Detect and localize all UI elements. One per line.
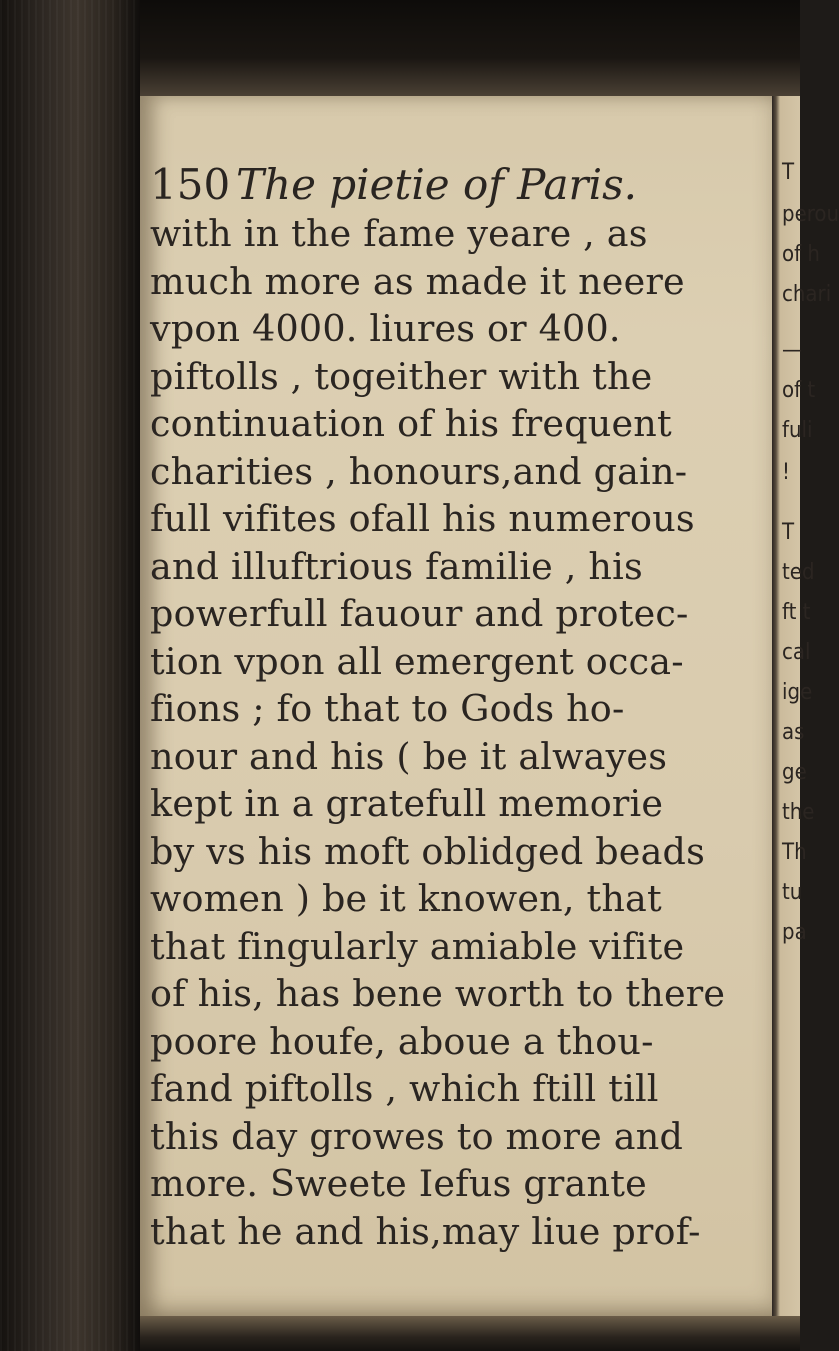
text-line: full vifites ofall his numerous <box>150 497 695 540</box>
text-line: that fingularly amiable vifite <box>150 924 685 968</box>
page-number: 150 <box>150 160 231 209</box>
book-gutter <box>0 0 140 1351</box>
facing-page-fragment: T <box>782 160 795 185</box>
facing-page-fragment: ! <box>782 460 790 485</box>
page-header <box>150 160 760 210</box>
facing-page-fragment: chari <box>782 282 832 307</box>
text-line: nour and his ( be it alwayes <box>150 734 668 778</box>
facing-page-fragment: as <box>782 720 805 745</box>
text-line: with in the fame yeare , as <box>150 212 648 255</box>
text-line: and illuftrious familie , his <box>150 544 643 588</box>
facing-page-edge <box>772 96 839 1316</box>
text-line: much more as made it neere <box>150 259 685 303</box>
facing-page-fragment: tu <box>782 880 803 905</box>
facing-page-fragment: Th <box>782 840 807 865</box>
text-line: charities , honours,and gain- <box>150 449 688 493</box>
text-line: fand piftolls , which ftill till <box>150 1067 659 1110</box>
text-line: this day growes to more and <box>150 1114 684 1158</box>
text-line: by vs his moft oblidged beads <box>150 829 706 873</box>
facing-page-fragment: of t <box>782 378 816 403</box>
text-line: poore houfe, aboue a thou- <box>150 1019 654 1063</box>
facing-page-fragment: ge <box>782 760 807 785</box>
page-top-shadow <box>140 0 800 96</box>
facing-page-fragment: ige <box>782 680 813 705</box>
page-text <box>150 160 760 1255</box>
text-line: fions ; fo that to Gods ho- <box>150 687 625 730</box>
text-line: kept in a gratefull memorie <box>150 782 664 825</box>
facing-page-fragment: of h <box>782 242 820 267</box>
body-text <box>150 210 760 1255</box>
text-line: continuation of his frequent <box>150 402 672 445</box>
facing-page-fragment: ted <box>782 560 815 585</box>
text-line: of his, has bene worth to there <box>150 972 726 1015</box>
text-line: that he and his,may liue prof- <box>150 1209 701 1253</box>
facing-page-fragment: ft t <box>782 600 811 625</box>
text-line: more. Sweete Iefus grante <box>150 1162 647 1205</box>
text-line: vpon 4000. liures or 400. <box>150 307 621 350</box>
text-line: tion vpon all emergent occa- <box>150 639 684 683</box>
page-bottom-shadow <box>140 1316 800 1351</box>
facing-page-fragment: fuli <box>782 418 813 443</box>
text-line: women ) be it knowen, that <box>150 877 662 920</box>
facing-page-fragment: perou <box>782 202 839 227</box>
facing-page-fragment: pa <box>782 920 807 945</box>
facing-page-fragment: T <box>782 520 795 545</box>
facing-page-fragment: — <box>782 338 802 363</box>
text-line: powerfull fauour and protec- <box>150 592 689 635</box>
running-head: The pietie of Paris. <box>236 160 637 209</box>
text-line: piftolls , togeither with the <box>150 354 653 398</box>
facing-page-fragment: the <box>782 800 815 825</box>
facing-page-fragment: cal <box>782 640 811 665</box>
